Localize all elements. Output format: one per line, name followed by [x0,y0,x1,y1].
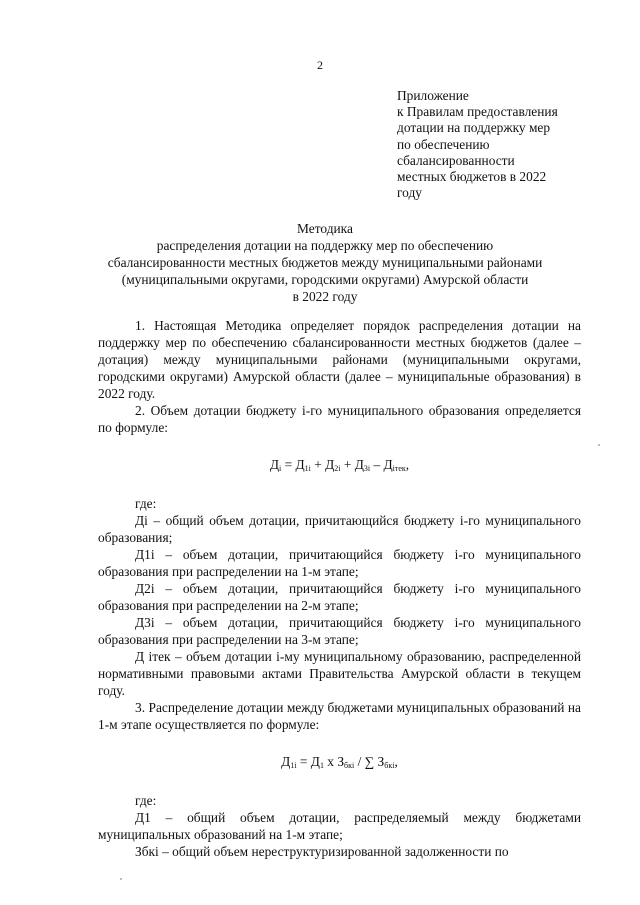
formula-operator: / ∑ [354,754,378,769]
scan-speck [120,878,122,880]
formula-2 [98,753,581,770]
paragraph-3: 3. Распределение дотации между бюджетами муниципальных образований на 1-м этапе осуществляется по формуле: [98,700,581,732]
document-title [80,220,570,305]
formula-subscript: 1i [290,761,297,770]
formula-operator: + [310,457,326,472]
appendix-line: дотации на поддержку мер [397,120,551,136]
title-line: сбалансированности местных бюджетов между муниципальными районами [107,255,543,270]
where-label: где: [135,496,157,511]
where-label: где: [135,793,157,808]
formula-subscript: 2i [334,464,341,473]
definition-item: Д3i – объем дотации, причитающийся бюджету i-го муниципального образования при распределении на 3-м этапе; [98,615,581,647]
formula-operator: + [340,457,355,472]
formula-term: З [337,754,345,769]
formula-term: З [377,754,385,769]
formula-operator: , [394,754,398,769]
formula-term: Д [269,457,279,472]
title-line: распределения дотации на поддержку мер по обеспечению [156,238,494,253]
definition-item: Збкi – общий объем нереструктуризированной задолженности по [135,844,509,859]
appendix-header [397,88,612,201]
appendix-line: сбалансированности [397,152,515,168]
definition-item: Д iтек – объем дотации i-му муниципальному образованию, распределенной нормативными правовыми актами Правительства Амурской области в текущем году. [98,649,581,698]
formula-subscript: 3i [363,464,371,473]
appendix-line: к Правилам предоставления [397,104,558,120]
formula-subscript: i [278,464,282,473]
formula-subscript: бкi [384,761,395,770]
appendix-line: году [397,185,422,201]
formula-subscript: 1i [304,464,311,473]
document-body [98,317,581,860]
formula-operator: , [405,457,410,472]
formula-operator: – [370,457,384,472]
formula-subscript: iтек [392,464,406,473]
scan-speck [598,444,600,446]
formula-term: Д [325,457,335,472]
title-line: (муниципальными округами, городскими округами) Амурской области [121,272,529,287]
formula-term: Д [310,754,320,769]
definition-item: Д2i – объем дотации, причитающийся бюджету i-го муниципального образования при распределении на 2-м этапе; [98,581,581,613]
appendix-line: местных бюджетов в 2022 [397,169,547,185]
page-number: 2 [317,58,323,72]
formula-term: Д [383,457,393,472]
definition-item: Д1i – объем дотации, причитающийся бюджету i-го муниципального образования при распределении на 1-м этапе; [98,547,581,579]
definition-item: Дi – общий объем дотации, причитающийся бюджету i-го муниципального образования; [98,513,581,545]
title-line: Методика [297,221,353,236]
paragraph-2: 2. Объем дотации бюджету i-го муниципального образования определяется по формуле: [98,403,581,435]
formula-1 [98,456,581,473]
formula-operator: х [323,754,338,769]
appendix-line: по обеспечению [397,136,490,152]
appendix-line: Приложение [397,88,469,103]
formula-subscript: бкi [344,761,355,770]
title-line: в 2022 году [292,289,358,304]
formula-subscript: 1 [319,761,324,770]
formula-term: Д [295,457,305,472]
definition-item: Д1 – общий объем дотации, распределяемый между бюджетами муниципальных образований на 1-м этапе; [98,810,581,842]
formula-operator: = [281,457,296,472]
formula-operator: = [296,754,311,769]
formula-term: Д [281,754,291,769]
formula-term: Д [354,457,364,472]
paragraph-1: 1. Настоящая Методика определяет порядок распределения дотации на поддержку мер по обеспечению сбалансированности местных бюджетов (далее – дотация) между муниципальными районами (муниципальными округами, городскими округами) Амурской области (далее – муниципальные образования) в 2022 году. [98,318,581,401]
